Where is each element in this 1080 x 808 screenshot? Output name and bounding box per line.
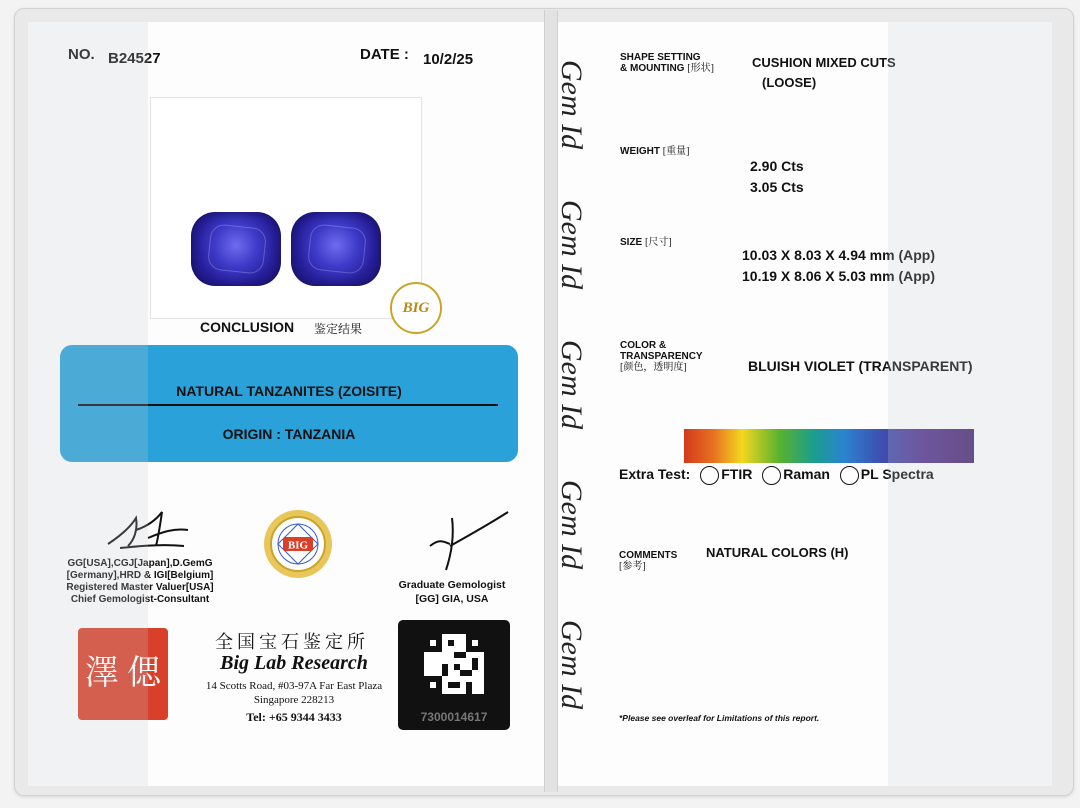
size-label	[620, 237, 672, 248]
credential-line: Graduate Gemologist	[398, 579, 506, 591]
qr-code[interactable]	[398, 620, 510, 730]
qr-pattern	[424, 634, 484, 694]
seal-logo-text: BIG	[402, 299, 430, 316]
color-label-line2: TRANSPARENCY	[620, 351, 703, 362]
certificate-seal	[390, 282, 442, 334]
credential-line: [GG] GIA, USA	[415, 593, 489, 605]
size-value: 10.19 X 8.06 X 5.03 mm (App)	[742, 268, 935, 284]
weight-label-cn: [重量]	[662, 146, 690, 157]
chief-gemologist-credentials	[40, 558, 240, 606]
size-label-text: SIZE	[620, 237, 643, 248]
size-values	[742, 245, 935, 287]
color-label	[620, 340, 703, 373]
ftir-option[interactable]	[694, 466, 752, 485]
conclusion-label-cn: 鉴定结果	[314, 322, 363, 336]
shape-value-line2: (LOOSE)	[762, 75, 817, 90]
shape-label-line2	[620, 63, 714, 74]
address-line: 14 Scotts Road, #03-97A Far East Plaza	[205, 680, 383, 692]
report-footnote: *Please see overleaf for Limitations of this report.	[619, 713, 820, 723]
size-label-cn: [尺寸]	[645, 237, 672, 248]
credential-line: Chief Gemologist-Consultant	[70, 594, 210, 605]
watermark-text: Gem Id	[555, 200, 588, 290]
date-value: 10/2/25	[423, 51, 474, 68]
origin-text: ORIGIN : TANZANIA	[222, 426, 356, 442]
stamp-text: 澤 偲	[84, 655, 162, 692]
graduate-signature	[422, 508, 512, 574]
color-value: BLUISH VIOLET (TRANSPARENT)	[748, 358, 973, 374]
shape-label-line1: SHAPE SETTING	[620, 52, 701, 63]
radio-icon	[762, 466, 781, 485]
report-number-label: NO.	[68, 46, 95, 63]
address-line: Singapore 228213	[253, 694, 335, 706]
date-label: DATE :	[360, 46, 409, 63]
shape-label-cn: [形状]	[687, 63, 714, 74]
watermark-text: Gem Id	[555, 620, 588, 710]
size-value: 10.03 X 8.03 X 4.94 mm (App)	[742, 247, 935, 263]
credential-line: GG[USA],CGJ[Japan],D.GemG	[67, 558, 213, 569]
radio-icon	[700, 466, 719, 485]
chief-signature	[100, 508, 200, 552]
weight-label	[620, 146, 689, 157]
lab-telephone: Tel: +65 9344 3433	[246, 710, 342, 724]
comments-label	[619, 550, 677, 572]
tanzanite-stone-1	[191, 212, 281, 286]
credential-line: [Germany],HRD & IGI[Belgium]	[66, 570, 214, 581]
gem-id-watermark	[552, 60, 592, 740]
weight-values	[750, 156, 804, 198]
report-number: B24527	[108, 50, 161, 67]
option-label: FTIR	[721, 466, 753, 483]
shape-value	[752, 53, 896, 93]
watermark-text: Gem Id	[555, 340, 588, 430]
shape-label-text: & MOUNTING	[620, 63, 685, 74]
extra-test-row	[619, 466, 934, 485]
weight-label-text: WEIGHT	[620, 146, 660, 157]
radio-icon	[840, 466, 859, 485]
weight-value: 2.90 Cts	[750, 158, 804, 174]
watermark-text: Gem Id	[555, 60, 588, 150]
red-seal-stamp	[78, 628, 168, 720]
credential-line: Registered Master Valuer[USA]	[66, 582, 214, 593]
option-label: Raman	[783, 466, 830, 483]
big-lab-logo	[262, 508, 334, 580]
comments-label-cn: [参考]	[619, 561, 646, 572]
color-label-line1: COLOR &	[620, 340, 667, 351]
tanzanite-stone-2	[291, 212, 381, 286]
lab-name: Big Lab Research	[220, 652, 368, 674]
certificate-right-panel	[556, 22, 1052, 786]
big-logo-text: BIG	[287, 539, 309, 552]
gemstone-photo	[150, 97, 422, 319]
conclusion-divider	[78, 404, 498, 406]
comments-value: NATURAL COLORS (H)	[706, 545, 849, 560]
color-label-cn: [颜色，透明度]	[620, 362, 687, 373]
comments-label-text: COMMENTS	[619, 550, 678, 561]
shape-value-line1: CUSHION MIXED CUTS	[752, 55, 896, 70]
graduate-gemologist-credentials	[382, 578, 522, 606]
watermark-text: Gem Id	[555, 480, 588, 570]
raman-option[interactable]	[756, 466, 830, 485]
certificate-serial: 7300014617	[420, 710, 488, 724]
identification-text: NATURAL TANZANITES (ZOISITE)	[176, 383, 402, 399]
conclusion-label: CONCLUSION	[200, 319, 295, 335]
pl-spectra-option[interactable]	[834, 466, 934, 485]
lab-address	[190, 679, 398, 707]
option-label: PL Spectra	[860, 466, 934, 483]
color-spectrum-bar	[684, 429, 974, 463]
extra-test-label: Extra Test:	[619, 466, 691, 483]
shape-label	[620, 52, 714, 74]
weight-value: 3.05 Cts	[750, 179, 804, 195]
lab-name-cn: 全国宝石鉴定所	[215, 632, 369, 652]
